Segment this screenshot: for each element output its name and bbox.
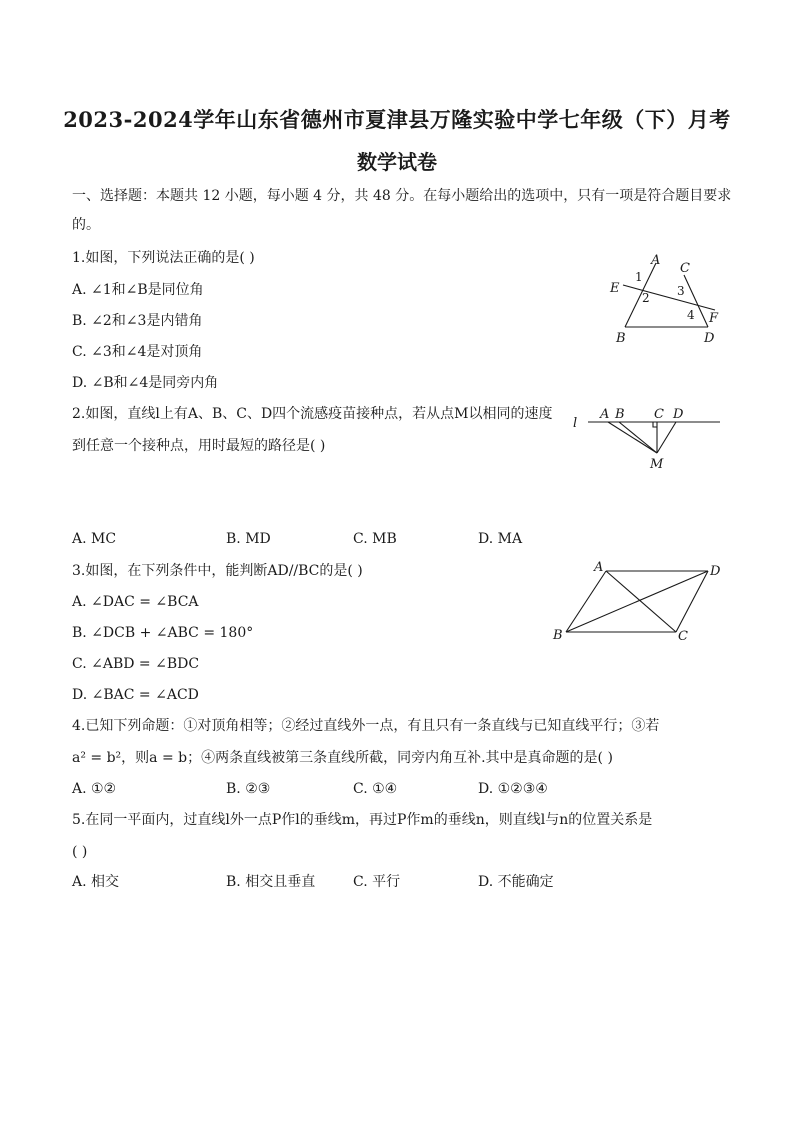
q2-label-l: l [573,416,578,431]
q5-option-b: B. 相交且垂直 [226,874,316,890]
q2-label-d: D [673,407,684,422]
q2-option-b: B. MD [226,531,271,547]
section-instruction-line2: 的。 [72,217,100,233]
q3-label-d: D [710,564,721,579]
q1-option-b: B. ∠2和∠3是内错角 [72,313,203,329]
q4-stem-line1: 4.已知下列命题：①对顶角相等；②经过直线外一点，有且只有一条直线与已知直线平行；③若 [72,718,660,734]
q1-label-f: F [709,311,719,326]
q2-label-m: M [650,457,664,472]
section-instruction-line1: 一、选择题：本题共 12 小题，每小题 4 分，共 48 分。在每小题给出的选项中，只有一项是符合题目要求 [72,188,732,204]
q4-option-c: C. ①④ [353,781,398,797]
q4-option-b: B. ②③ [226,781,271,797]
q3-side-cd [676,571,708,632]
q2-label-c: C [654,407,664,422]
q3-label-c: C [678,629,688,644]
exam-title-line2: 数学试卷 [357,150,437,174]
q1-label-e: E [610,281,620,296]
q5-option-d: D. 不能确定 [478,874,554,890]
q1-option-d: D. ∠B和∠4是同旁内角 [72,375,219,391]
q2-option-a: A. MC [72,531,117,547]
q2-label-b: B [615,407,625,422]
q1-label-angle3: 3 [677,284,685,298]
q1-label-b: B [616,331,626,346]
q2-figure [568,404,728,476]
q1-figure [600,248,730,348]
q3-figure [548,556,728,646]
q1-label-d: D [704,331,715,346]
q1-label-a: A [651,253,661,268]
q1-label-angle4: 4 [687,308,695,322]
q5-stem-line2: ( ) [72,844,88,860]
q2-stem-line2: 到任意一个接种点，用时最短的路径是( ) [72,438,326,454]
q3-label-a: A [594,560,604,575]
q2-option-c: C. MB [353,531,397,547]
q1-option-c: C. ∠3和∠4是对顶角 [72,344,203,360]
q1-option-a: A. ∠1和∠B是同位角 [72,282,204,298]
q2-segment-mb [619,422,657,453]
q5-option-c: C. 平行 [353,874,401,890]
q1-label-angle1: 1 [635,270,643,284]
q1-line-ef [623,285,715,310]
q3-option-b: B. ∠DCB + ∠ABC = 180° [72,625,254,641]
q4-option-a: A. ①② [72,781,117,797]
q1-label-c: C [680,261,690,276]
q4-option-d: D. ①②③④ [478,781,548,797]
q3-diagonal-ac [606,571,676,632]
q3-option-a: A. ∠DAC = ∠BCA [72,594,199,610]
q2-right-angle-mark [653,422,657,427]
q3-diagonal-bd [566,571,708,632]
q3-option-d: D. ∠BAC = ∠ACD [72,687,199,703]
q2-option-d: D. MA [478,531,523,547]
q5-option-a: A. 相交 [72,874,120,890]
q3-label-b: B [553,628,563,643]
q3-option-c: C. ∠ABD = ∠BDC [72,656,200,672]
q1-stem: 1.如图，下列说法正确的是( ) [72,250,255,266]
q5-stem-line1: 5.在同一平面内，过直线l外一点P作l的垂线m，再过P作m的垂线n，则直线l与n的位置关系是 [72,812,653,828]
q2-label-a: A [600,407,610,422]
q2-segment-md [657,422,676,453]
q4-stem-line2: a² = b²，则a = b；④两条直线被第三条直线所截，同旁内角互补.其中是真命题的是( ) [72,750,613,766]
q2-stem-line1: 2.如图，直线l上有A、B、C、D四个流感疫苗接种点，若从点M以相同的速度 [72,406,553,422]
q3-stem: 3.如图，在下列条件中，能判断AD//BC的是( ) [72,563,363,579]
q1-label-angle2: 2 [642,291,650,305]
q2-segment-ma [608,422,657,453]
exam-title-line1: 2023-2024学年山东省德州市夏津县万隆实验中学七年级（下）月考 [63,107,731,132]
